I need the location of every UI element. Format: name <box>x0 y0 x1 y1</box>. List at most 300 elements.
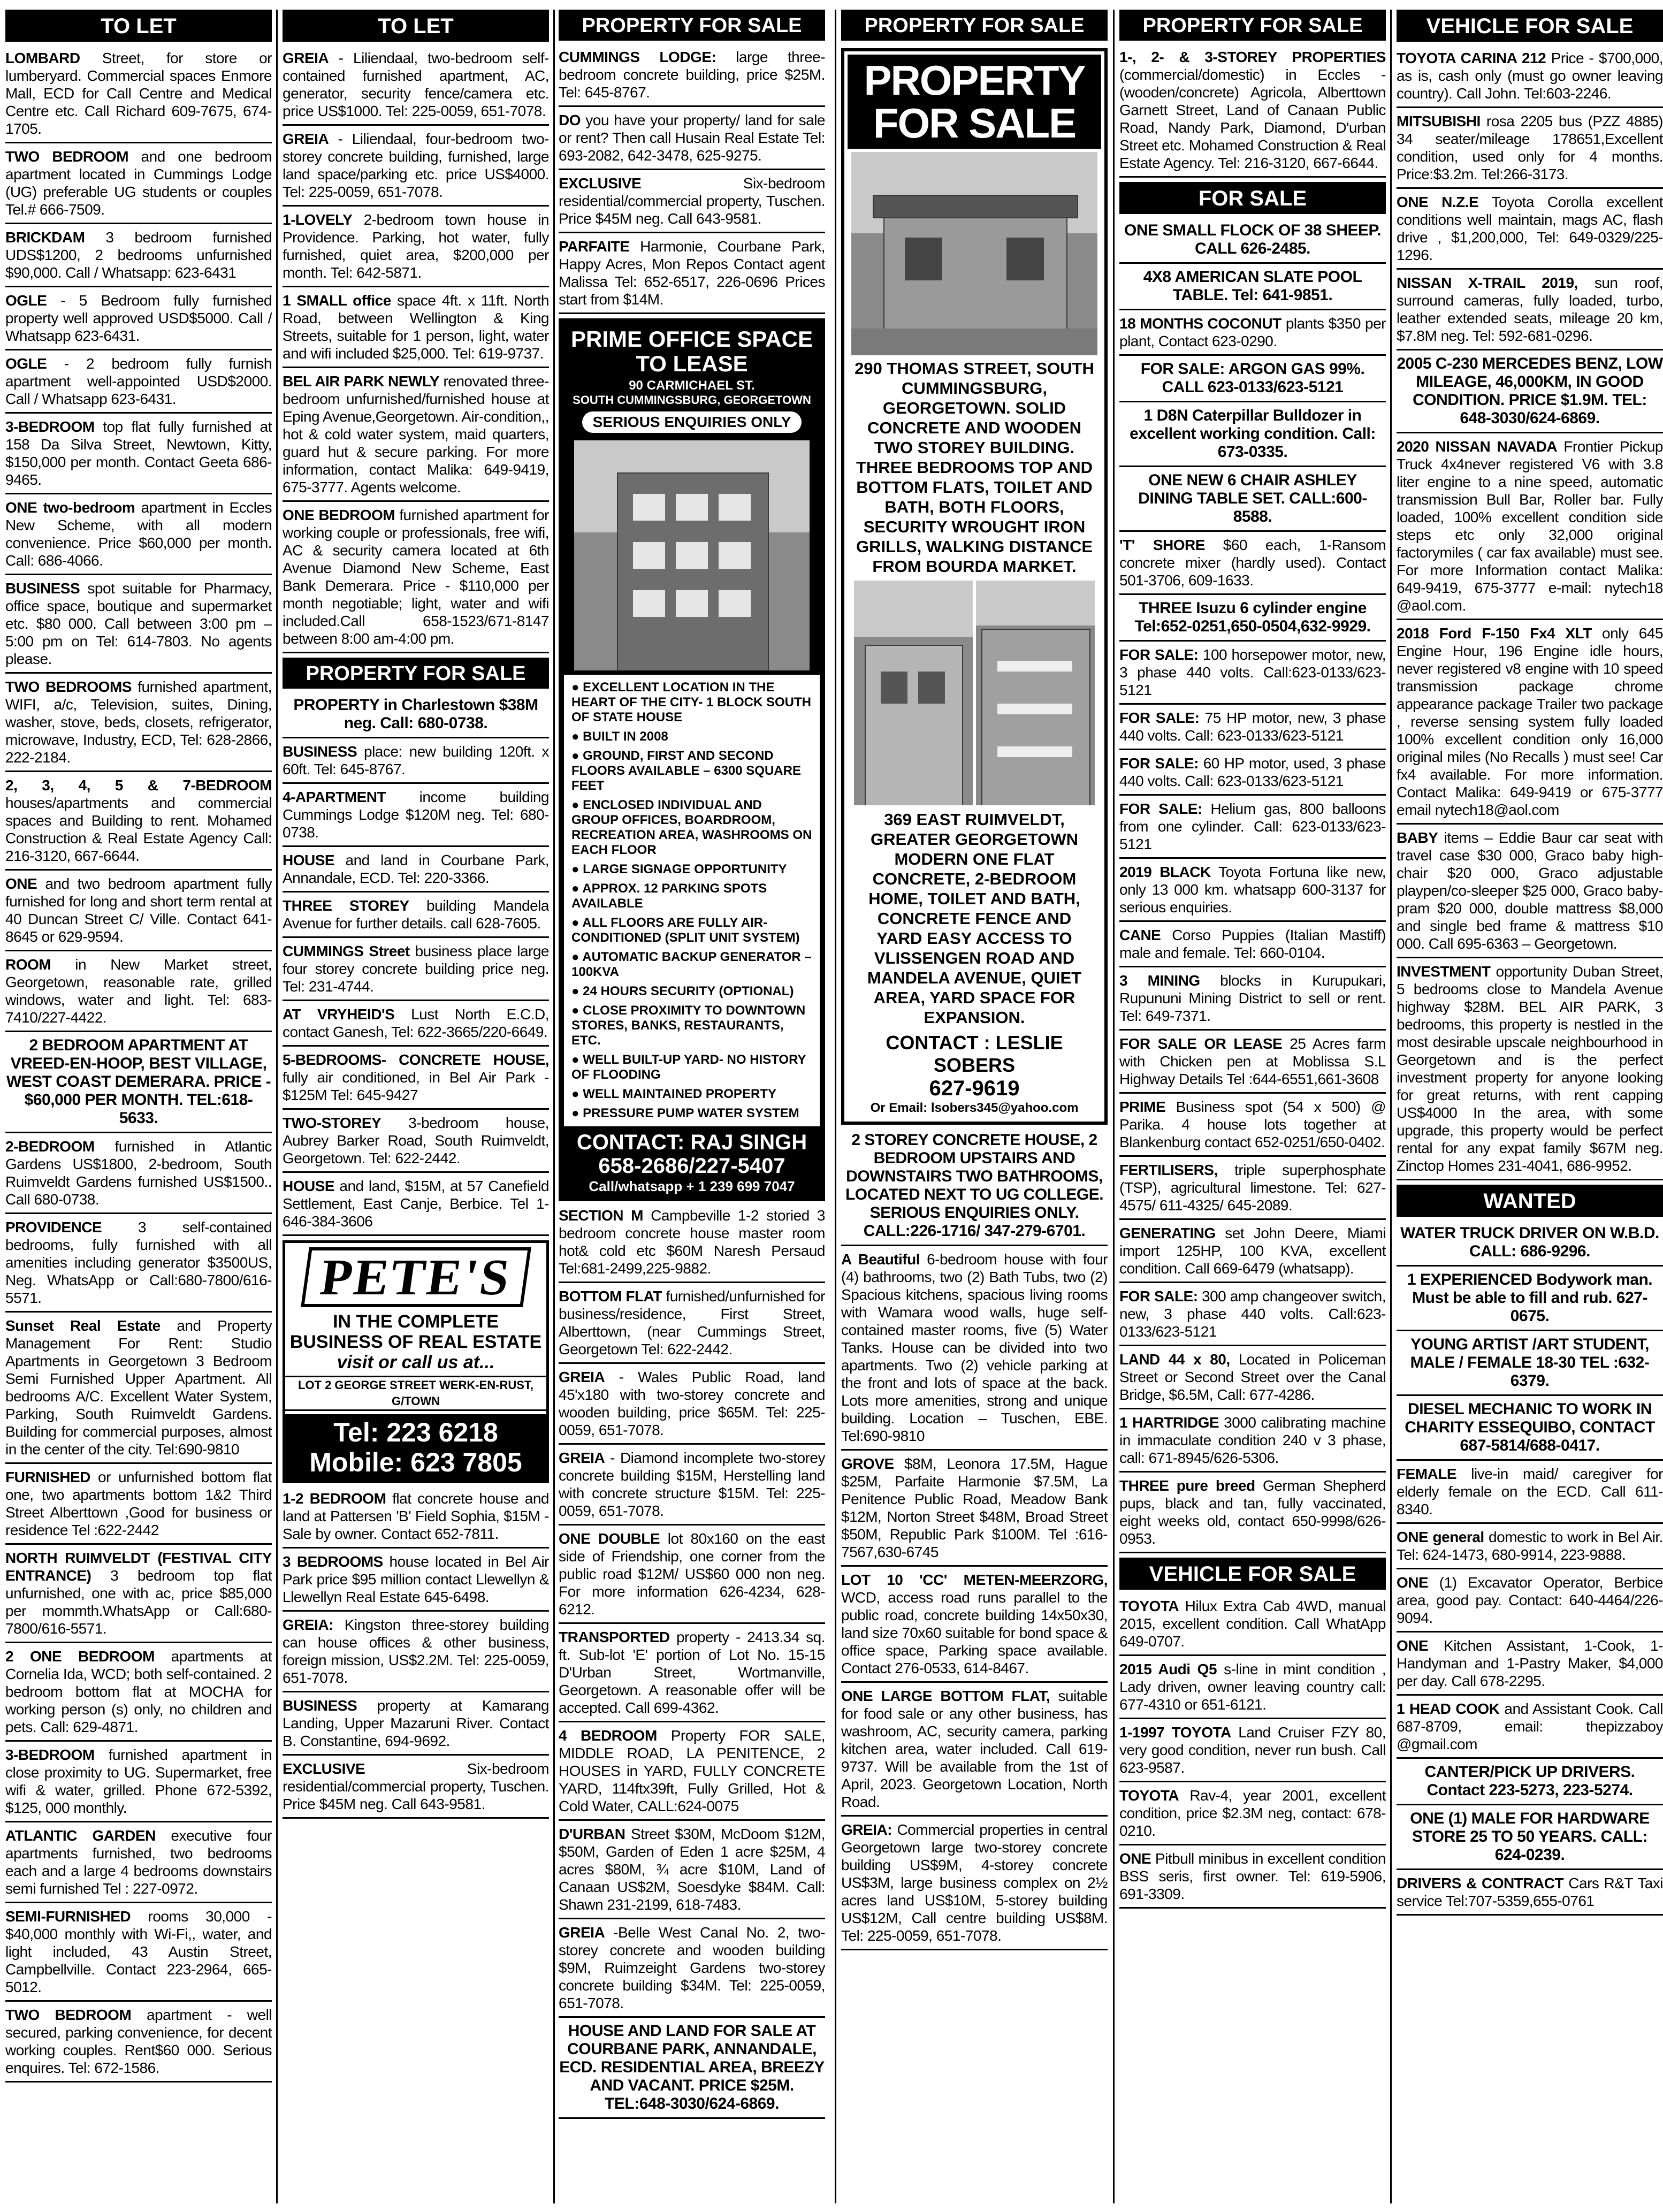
classified-ad <box>5 148 272 224</box>
office-feature: ● AUTOMATIC BACKUP GENERATOR – 100KVA <box>571 950 812 979</box>
classified-ad <box>283 788 549 847</box>
ad-lead: DIESEL MECHANIC TO WORK IN CHARITY ESSEQUIBO, CONTACT 687-5814/688-0417. <box>1405 1400 1655 1454</box>
section-header: PROPERTY FOR SALE <box>841 10 1108 41</box>
ad-body: rooms 30,000 - $40,000 monthly with Wi-Fi,, water, and light included, 43 Austin Street, Campbellville. Contact 223-2964, 665-5012. <box>5 1908 272 1995</box>
ad-lead: ONE DOUBLE <box>559 1530 660 1547</box>
column-for-sale <box>1119 10 1386 2203</box>
ad-body: Hilux Extra Cab 4WD, manual 2015, excellent condition. Call WhatApp 649-0707. <box>1119 1598 1386 1650</box>
ad-lead: LAND 44 x 80, <box>1119 1351 1230 1368</box>
classified-ad <box>1119 1224 1386 1283</box>
classified-ad <box>841 1131 1108 1246</box>
classified-ad <box>5 418 272 494</box>
petes-tel: Tel: 223 6218 <box>333 1417 498 1447</box>
petes-mobile: Mobile: 623 7805 <box>309 1447 522 1477</box>
ad-lead: SECTION M <box>559 1207 643 1224</box>
ad-body: German Shepherd pups, black and tan, fully vaccinated, eight weeks old, contact 650-9998/626-0953. <box>1119 1477 1386 1547</box>
classified-ad <box>1397 112 1663 189</box>
ad-lead: BEL AIR PARK NEWLY <box>283 373 440 390</box>
ad-lead: PARFAITE <box>559 238 630 255</box>
ad-lead: 1-, 2- & 3-STOREY PROPERTIES <box>1119 49 1386 65</box>
ad-lead: ONE LARGE BOTTOM FLAT, <box>841 1688 1050 1704</box>
ad-body: 3 bedroom top flat unfurnished, one with ac, price $85,000 per mommth.WhatsApp or Call:680-7800/616-5571. <box>5 1567 272 1637</box>
ad-lead: CUMMINGS Street <box>283 943 410 959</box>
classified-ad <box>283 1553 549 1612</box>
ad-body: $60 each, 1-Ransom concrete mixer (hardly used). Contact 501-3706, 609-1633. <box>1119 537 1386 589</box>
ad-lead: 1 HEAD COOK <box>1397 1700 1500 1717</box>
ad-body: house located in Bel Air Park price $95 million contact Llewellyn & Llewellyn Real Estate 645-6498. <box>283 1553 549 1605</box>
section-header: VEHICLE FOR SALE <box>1397 10 1663 42</box>
classified-ad <box>5 1317 272 1464</box>
classified-ad <box>559 1207 825 1283</box>
ad-body: opportunity Duban Street, 5 bedrooms close to Mandela Avenue highway $28M. BEL AIR PARK, 3 bedrooms, this property is nestled in the most desirable upscale neighbourhood in Georgetown and is the perfect investment property for anyone looking for great returns, with rent capping US$4000 In the area, with some upgrade, this property would be perfect rental for any expat family $67M neg. Zinctop Homes 231-4041, 686-9952. <box>1397 963 1663 1174</box>
classified-ad <box>283 942 549 1001</box>
ad-lead: CANE <box>1119 927 1161 943</box>
classified-ad <box>559 48 825 107</box>
ad-body: live-in maid/ caregiver for elderly female on the ECD. Call 611-8340. <box>1397 1466 1663 1517</box>
ad-lead: 2018 Ford F-150 Fx4 XLT <box>1397 625 1592 642</box>
ad-lead: ONE NEW 6 CHAIR ASHLEY DINING TABLE SET. CALL:600-8588. <box>1138 471 1367 525</box>
classified-ad <box>1119 1787 1386 1845</box>
ad-lead: GROVE <box>841 1455 894 1472</box>
ad-lead: FOR SALE OR LEASE <box>1119 1035 1283 1052</box>
classified-ad <box>5 228 272 287</box>
classified-ad <box>559 1727 825 1821</box>
office-feature: ● ENCLOSED INDIVIDUAL AND GROUP OFFICES, BOARDROOM, RECREATION AREA, WASHROOMS ON EACH FLOOR <box>571 798 812 857</box>
classified-ad <box>283 1005 549 1047</box>
ad-body: property - 2413.34 sq. ft. Sub-lot 'E' portion of Lot No. 15-15 D'Urban Street, Wortmanville, Georgetown. A reasonable offer will be accepted. Call 699-4362. <box>559 1629 825 1716</box>
ad-body: sun roof, surround cameras, fully loaded, turbo, leather extended seats, mileage 20 km, $7.8M neg. Tel: 592-681-0296. <box>1397 274 1663 344</box>
ad-list <box>1397 1224 1663 1916</box>
ad-body: furnished in Atlantic Gardens US$1800, 2-bedroom, South Ruimveldt Gardens furnished US$1500.. Call 680-0738. <box>5 1138 272 1208</box>
poster-email: Or Email: lsobers345@yahoo.com <box>870 1101 1079 1115</box>
classified-ad <box>559 111 825 170</box>
classified-ad <box>1119 360 1386 402</box>
office-feature: ● ALL FLOORS ARE FULLY AIR-CONDITIONED (SPLIT UNIT SYSTEM) <box>571 916 800 945</box>
classified-ad <box>5 1746 272 1822</box>
column-divider <box>276 10 278 2203</box>
ad-body: Helium gas, 800 balloons from one cylinder. Call: 623-0133/623-5121 <box>1119 800 1386 852</box>
ad-list <box>559 1207 825 2119</box>
ad-body: -Belle West Canal No. 2, two-storey concrete and wooden building $9M, Ruimzeight Gardens two-storey concrete building $34M. Tel: 225-0059, 651-7078. <box>559 1924 825 2011</box>
classified-ad <box>841 1571 1108 1683</box>
column-divider <box>1390 10 1392 2203</box>
classified-ad <box>5 1908 272 2002</box>
ad-lead: INVESTMENT <box>1397 963 1491 980</box>
classified-ad <box>1397 1763 1663 1805</box>
classified-ad <box>1397 1810 1663 1870</box>
ad-body: 3-bedroom house, Aubrey Barker Road, South Ruimveldt, Georgetown. Tel: 622-2442. <box>283 1115 549 1166</box>
ad-lead: AT VRYHEID'S <box>283 1006 395 1023</box>
classified-ad <box>5 49 272 143</box>
classified-ad <box>283 1616 549 1692</box>
office-feature: ● EXCELLENT LOCATION IN THE HEART OF THE CITY- 1 BLOCK SOUTH OF STATE HOUSE <box>571 680 812 724</box>
ad-body: Business spot (54 x 500) @ Parika. 4 house lots together at Blankenburg contact 652-0251/650-0402. <box>1119 1099 1386 1150</box>
ad-lead: 2019 BLACK <box>1119 864 1211 880</box>
ad-body: in New Market street, Georgetown, reasonable rate, grilled windows, water and light. Tel: 683-7410/227-4422. <box>5 956 272 1026</box>
classified-ad <box>5 1218 272 1313</box>
ad-body: - Liliendaal, two-bedroom self-contained furnished apartment, AC, generator, security fence/camera etc. price US$1000. Tel: 225-0059, 651-7078. <box>283 50 549 119</box>
office-feature: ● 24 HOURS SECURITY (OPTIONAL) <box>571 984 794 998</box>
office-space-ad <box>559 318 825 1201</box>
ad-lead: MITSUBISHI <box>1397 113 1481 129</box>
ad-list <box>283 696 549 1236</box>
ad-list <box>1119 222 1386 1553</box>
ad-body: and two bedroom apartment fully furnished for long and short term rental at 40 Duncan Street C/ Ville. Contact 641-8645 or 629-9594. <box>5 875 272 945</box>
column-property-sale-2 <box>841 10 1108 2203</box>
classified-ad <box>5 355 272 414</box>
classified-ad <box>1397 193 1663 270</box>
ad-body: Pitbull minibus in excellent condition BSS seris, first owner. Tel: 619-5906, 691-3309. <box>1119 1850 1386 1902</box>
ad-lead: THREE STOREY <box>283 897 409 914</box>
ad-lead: PROPERTY in Charlestown $38M neg. Call: 680-0738. <box>293 696 538 732</box>
ad-lead: 2015 Audi Q5 <box>1119 1661 1217 1677</box>
ad-body: - Liliendaal, four-bedroom two-storey concrete building, furnished, large land space/parking etc. price US$4000. Tel: 225-0059, 651-7078. <box>283 131 549 200</box>
section-header: PROPERTY FOR SALE <box>1119 10 1386 41</box>
ad-body: and land, $15M, at 57 Canefield Settlement, East Canje, Berbice. Tel 1-646-384-3606 <box>283 1178 549 1230</box>
ad-body: business place large four storey concrete building price neg. Tel: 231-4744. <box>283 943 549 995</box>
classified-ad <box>841 1821 1108 1950</box>
ad-lead: TOYOTA <box>1119 1787 1179 1804</box>
poster-title: FOR SALE <box>873 100 1076 147</box>
ad-lead: CANTER/PICK UP DRIVERS. Contact 223-5273, 223-5274. <box>1424 1763 1635 1799</box>
classified-ad <box>1119 48 1386 178</box>
ad-lead: GREIA <box>559 1450 605 1466</box>
classified-ad <box>559 238 825 314</box>
office-feature: ● APPROX. 12 PARKING SPOTS AVAILABLE <box>571 881 767 911</box>
ad-lead: ONE BEDROOM <box>283 507 395 523</box>
section-header: TO LET <box>283 10 549 42</box>
ad-lead: OGLE <box>5 355 47 372</box>
serious-enquiries-badge: SERIOUS ENQUIRIES ONLY <box>582 411 802 433</box>
classified-ad <box>1119 222 1386 264</box>
ad-body: 2-bedroom town house in Providence. Parking, hot water, fully furnished, quiet area, $200,000 per month. Tel: 642-5871. <box>283 211 549 281</box>
office-feature: ● BUILT IN 2008 <box>571 729 668 744</box>
classified-ad <box>1119 754 1386 796</box>
office-address: SOUTH CUMMINGSBURG, GEORGETOWN <box>573 393 811 407</box>
ad-body: 6-bedroom house with four (4) bathrooms, two (2) Bath Tubs, two (2) Spacious kitchens, spacious living rooms with Wamara wood walls, huge self-contained master rooms, five (5) Water Tanks. House can be divided into two apartments. Two (2) vehicle parking at the front and lots of space at the back. Lots more amenities, strong and unique building. Location – Tuschen, EBE. Tel:690-9810 <box>841 1251 1108 1444</box>
ad-body: 100 horsepower motor, new, 3 phase 440 volts. Call:623-0133/623-5121 <box>1119 646 1386 698</box>
classified-ad <box>1119 1477 1386 1553</box>
office-feature: ● WELL BUILT-UP YARD- NO HISTORY OF FLOODING <box>571 1052 806 1082</box>
ad-body: $8M, Leonora 17.5M, Hague $25M, Parfaite Harmonie $7.5M, La Penitence Public Road, Meadow Bank $12M, Norton Street $48M, Broad Street $50M, Republic Park $100M. Tel :616-7567,630-6745 <box>841 1455 1108 1560</box>
ad-body: and Assistant Cook. Call 687-8709, email: thepizzaboy @gmail.com <box>1397 1700 1663 1752</box>
ad-lead: FOR SALE: <box>1119 1288 1198 1305</box>
classified-ad <box>559 1287 825 1364</box>
section-header: VEHICLE FOR SALE <box>1119 1558 1386 1590</box>
ad-lead: GREIA <box>559 1924 605 1941</box>
classified-ad <box>5 1827 272 1903</box>
ad-lead: FOR SALE: <box>1119 710 1200 726</box>
ad-lead: ONE SMALL FLOCK OF 38 SHEEP. CALL 626-2485. <box>1124 222 1381 257</box>
office-address: 90 CARMICHAEL ST. <box>629 378 755 393</box>
ad-body: - 2 bedroom fully furnish apartment well-appointed USD$2000. Call / Whatsapp 623-6431. <box>5 355 272 407</box>
ad-lead: 3 MINING <box>1119 972 1200 989</box>
ad-lead: TWO BEDROOMS <box>5 678 132 695</box>
ad-lead: HOUSE AND LAND FOR SALE AT COURBANE PARK, ANNANDALE, ECD. RESIDENTIAL AREA, BREEZY AND VACANT. PRICE $25M. TEL:648-3030/624-6869. <box>559 2022 825 2112</box>
ad-list <box>841 1131 1108 1950</box>
classified-ad <box>5 579 272 674</box>
ad-lead: FEMALE <box>1397 1466 1457 1482</box>
classified-ad <box>283 897 549 938</box>
ad-list <box>283 49 549 653</box>
ad-lead: ATLANTIC GARDEN <box>5 1827 156 1844</box>
ad-lead: BOTTOM FLAT <box>559 1288 662 1305</box>
classified-ad <box>1397 274 1663 350</box>
petes-tagline: visit or call us at... <box>337 1352 495 1372</box>
ad-lead: 1-2 BEDROOM <box>283 1490 386 1507</box>
ad-lead: GREIA: <box>841 1821 892 1838</box>
classified-ad <box>5 956 272 1032</box>
ad-body: Six-bedroom residential/commercial property, Tuschen. Price $45M neg. Call 643-9581. <box>559 175 825 227</box>
classified-ad <box>283 372 549 502</box>
classified-ad <box>1397 1637 1663 1696</box>
ad-lead: 4X8 AMERICAN SLATE POOL TABLE. Tel: 641-9851. <box>1143 268 1362 304</box>
ad-body: furnished apartment in close proximity to UG. Supermarket, free wifi & water, grilled. Phone 672-5392, $125, 000 monthly. <box>5 1746 272 1816</box>
classified-ad <box>5 875 272 951</box>
office-feature: ● WELL MAINTAINED PROPERTY <box>571 1087 776 1101</box>
ad-lead: D'URBAN <box>559 1826 625 1842</box>
ad-lead: FURNISHED <box>5 1469 90 1485</box>
classified-ad <box>1397 1700 1663 1759</box>
ad-body: top flat fully furnished at 158 Da Silva Street, Newtown, Kitty, $150,000 per month. Contact Geeta 686-9465. <box>5 418 272 488</box>
classified-ad <box>1119 1351 1386 1409</box>
ad-lead: 3 BEDROOMS <box>283 1553 383 1570</box>
petes-address: LOT 2 GEORGE STREET WERK-EN-RUST, G/TOWN <box>285 1376 546 1411</box>
classified-ad <box>283 696 549 738</box>
classified-ad <box>841 1250 1108 1451</box>
ad-lead: TRANSPORTED <box>559 1629 670 1645</box>
ad-lead: 1-LOVELY <box>283 211 353 228</box>
classified-ad <box>559 174 825 233</box>
ad-lead: 5-BEDROOMS- CONCRETE HOUSE, <box>283 1051 549 1068</box>
classified-ad <box>283 49 549 126</box>
ad-lead: 2005 C-230 MERCEDES BENZ, LOW MILEAGE, 46,000KM, IN GOOD CONDITION. PRICE $1.9M. TEL: 648-3030/624-6869. <box>1397 355 1663 427</box>
ad-lead: ONE N.Z.E <box>1397 194 1479 210</box>
ad-lead: FOR SALE: <box>1119 800 1202 817</box>
classified-ad <box>841 1687 1108 1817</box>
ad-lead: TOYOTA CARINA 212 <box>1397 50 1546 66</box>
classified-ad <box>1397 1336 1663 1396</box>
classified-ad <box>559 1368 825 1445</box>
ad-list <box>1119 48 1386 178</box>
classified-ad <box>559 1449 825 1525</box>
ad-lead: GREIA: <box>283 1616 333 1633</box>
petes-real-estate-ad <box>283 1240 549 1483</box>
ad-body: 3 bedroom furnished UDS$1200, 2 bedrooms unfurnished $90,000. Call / Whatsapp: 623-6431 <box>5 229 272 281</box>
ad-lead: 1-1997 TOYOTA <box>1119 1724 1231 1741</box>
classified-ad <box>1119 1597 1386 1656</box>
ad-body: Cars R&T Taxi service Tel:707-5359,655-0761 <box>1397 1875 1663 1909</box>
ad-lead: HOUSE <box>283 852 335 868</box>
column-property-sale-1 <box>559 10 825 2203</box>
ad-body: lot 80x160 on the east side of Friendship, one corner from the public road $12M/ US$60 000 non neg. For more information 626-4234, 628-6212. <box>559 1530 825 1618</box>
classified-ad <box>283 1490 549 1549</box>
ad-body: Street, for store or lumberyard. Commercial spaces Enmore Mall, ECD for Call Centre and Medical Centre etc. Call Richard 609-7675, 674-1705. <box>5 50 272 137</box>
ad-body: executive four apartments furnished, two bedrooms each and a large 4 bedrooms downstairs semi furnished Tel : 227-0972. <box>5 1827 272 1897</box>
classified-ad <box>1119 471 1386 532</box>
ad-lead: ONE (1) MALE FOR HARDWARE STORE 25 TO 50 YEARS. CALL: 624-0239. <box>1410 1810 1650 1864</box>
ad-body: - Diamond incomplete two-storey concrete building $15M, Herstelling land with concrete structure $15M. Tel: 225-0059, 651-7078. <box>559 1450 825 1519</box>
ad-lead: SEMI-FURNISHED <box>5 1908 131 1925</box>
office-phone: 658-2686/227-5407 <box>598 1154 785 1178</box>
section-header: PROPERTY FOR SALE <box>283 658 549 689</box>
section-header: PROPERTY FOR SALE <box>559 10 825 41</box>
ad-body: (commercial/domestic) in Eccles - (wooden/concrete) Agricola, Alberttown Garnett Street, Land of Canaan Public Road, Nandy Park, Diamond, D'urban Street etc. Mohamed Construction & Real Estate Agency. Tel: 216-3120, 667-6644. <box>1119 66 1386 171</box>
column-divider <box>553 10 555 2203</box>
ad-body: spot suitable for Pharmacy, office space, boutique and supermarket etc. $80 000. Call between 3:00 pm – 5:00 pm on Tel: 614-7803. No agents please. <box>5 580 272 667</box>
classified-ad <box>283 1760 549 1819</box>
ad-lead: THREE Isuzu 6 cylinder engine Tel:652-0251,650-0504,632-9929. <box>1134 599 1371 635</box>
ad-lead: 3-BEDROOM <box>5 418 95 435</box>
ad-lead: FOR SALE: <box>1119 646 1199 663</box>
property-for-sale-poster <box>841 48 1108 1125</box>
classified-ad <box>1119 800 1386 859</box>
classified-ad <box>1119 1161 1386 1220</box>
ad-body: flat concrete house and land at Pattersen 'B' Field Sophia, $15M - Sale by owner. Contact 652-7811. <box>283 1490 549 1542</box>
petes-tagline: BUSINESS OF REAL ESTATE <box>289 1332 542 1352</box>
ad-body: Kingston three-storey building can house offices & other business, foreign mission, US$2.2M. Tel: 225-0059, 651-7078. <box>283 1616 549 1686</box>
classified-ad <box>1397 1874 1663 1916</box>
classified-ad <box>1397 355 1663 433</box>
ad-body: furnished/unfurnished for business/residence, First Street, Alberttown, (near Cummings Street, Georgetown Tel: 622-2442. <box>559 1288 825 1357</box>
ad-body: (1) Excavator Operator, Berbice area, good pay. Contact: 640-4464/226-9094. <box>1397 1574 1663 1626</box>
ad-body: income building Cummings Lodge $120M neg. Tel: 680-0738. <box>283 789 549 841</box>
ad-body: and Property Management For Rent: Studio Apartments in Georgetown 3 Bedroom Semi Furnished Upper Apartment. All bedrooms A/C. Excellent Water System, Parking, South Ruimveldt Gardens. Building for commercial purposes, almost in the center of the city. Tel:690-9810 <box>5 1317 272 1458</box>
ad-lead: 2-BEDROOM <box>5 1138 95 1155</box>
classified-ad <box>5 1138 272 1214</box>
ad-lead: 2 BEDROOM APARTMENT AT VREED-EN-HOOP, BEST VILLAGE, WEST COAST DEMERARA. PRICE - $60,000 PER MONTH. TEL:618-5633. <box>6 1036 271 1127</box>
classified-ad <box>5 678 272 772</box>
classified-ad <box>283 130 549 207</box>
classified-ad <box>283 1051 549 1110</box>
house-photo-ruimveldt-left <box>854 581 973 805</box>
ad-body: renovated three-bedroom unfurnished/furnished house at Eping Avenue,Georgetown. Air-condition,, hot & cold water system, maid quarters, guard hut & secure parking. For more information, contact Malika: 649-9419, 675-3777. Agents welcome. <box>283 373 549 495</box>
ad-body: fully air conditioned, in Bel Air Park - $125M Tel: 645-9427 <box>283 1069 549 1103</box>
ad-list <box>5 49 272 2083</box>
classified-ad <box>1397 49 1663 108</box>
ad-body: furnished apartment for working couple or professionals, free wifi, AC & security camera located at 6th Avenue Diamond New Scheme, East Bank Demerara. Price - $110,000 per month negotiable; light, water and wifi included.Call 658-1523/671-8147 between 8:00 am-4:00 pm. <box>283 507 549 647</box>
ad-body: 25 Acres farm with Chicken pen at Moblissa S.L Highway Details Tel :644-6551,661-3608 <box>1119 1035 1386 1087</box>
classified-ad <box>1397 963 1663 1180</box>
ad-lead: ROOM <box>5 956 51 973</box>
classified-ad <box>5 499 272 575</box>
classified-ad <box>1119 268 1386 310</box>
column-vehicles-wanted <box>1397 10 1663 2203</box>
ad-lead: LOT 10 'CC' METEN-MEERZORG, <box>841 1572 1108 1588</box>
ad-lead: 3-BEDROOM <box>5 1746 95 1763</box>
ad-lead: ONE <box>1397 1574 1429 1591</box>
ad-lead: Sunset Real Estate <box>5 1317 161 1334</box>
ad-list <box>559 48 825 314</box>
ad-lead: 1 D8N Caterpillar Bulldozer in excellent working condition. Call: 673-0335. <box>1130 407 1376 461</box>
ad-lead: 1 EXPERIENCED Bodywork man. Must be able to fill and rub. 627-0675. <box>1407 1271 1653 1325</box>
classified-ad <box>1119 646 1386 705</box>
office-feature: ● GROUND, FIRST AND SECOND FLOORS AVAILABLE – 6300 SQUARE FEET <box>571 749 801 793</box>
ad-body: 3000 calibrating machine in immaculate condition 240 v 3 phase, call: 671-8945/626-5306. <box>1119 1414 1386 1466</box>
ad-lead: YOUNG ARTIST /ART STUDENT, MALE / FEMALE 18-30 TEL :632-6379. <box>1410 1336 1650 1390</box>
ad-body: Campbeville 1-2 storied 3 bedroom concrete house master room hot& cold etc $60M Naresh Persaud Tel:681-2499,225-9882. <box>559 1207 825 1277</box>
ad-lead: NISSAN X-TRAIL 2019, <box>1397 274 1578 291</box>
ad-body: Kitchen Assistant, 1-Cook, 1-Handyman and 1-Pastry Maker, $4,000 per day. Call 678-2295. <box>1397 1637 1663 1689</box>
ad-body: Toyota Fortuna like new, only 13 000 km. whatsapp 600-3137 for serious enquiries. <box>1119 864 1386 916</box>
office-feature: ● LARGE SIGNAGE OPPORTUNITY <box>571 862 787 876</box>
classified-ad <box>1397 438 1663 620</box>
ad-body: Frontier Pickup Truck 4x4never registered V6 with 3.8 liter engine to a nine speed, automatic transmission Bull Bar, Roller bar. Fully loaded, 100% excellent condition side steps etc only 32,000 original factorymiles ( car fax available) must see. For more Information contact Malika: 649-9419, 675-3777 e-mail: nytech18 @aol.com. <box>1397 438 1663 614</box>
ad-lead: GENERATING <box>1119 1225 1216 1241</box>
classified-ad <box>5 2006 272 2083</box>
classified-ad <box>1397 1224 1663 1267</box>
ad-lead: PROVIDENCE <box>5 1219 102 1235</box>
ad-lead: 'T' SHORE <box>1119 537 1205 553</box>
ad-body: Lust North E.C.D, contact Ganesh, Tel: 622-3665/220-6649. <box>283 1006 549 1040</box>
ad-lead: 4-APARTMENT <box>283 789 386 805</box>
ad-body: furnished apartment, WIFI, a/c, Television, suites, Dining, washer, stove, beds, closets, refrigerator, microwave, Industry, ECD, Tel: 628-2866, 222-2184. <box>5 678 272 766</box>
ad-body: set John Deere, Miami import 125HP, 100 KVA, excellent condition. Call 669-6479 (whatsapp). <box>1119 1225 1386 1277</box>
listing-east-ruimveldt: 369 EAST RUIMVELDT, GREATER GEORGETOWN MODERN ONE FLAT CONCRETE, 2-BEDROOM HOME, TOILET AND BATH, CONCRETE FENCE AND YARD EASY ACCESS TO VLISSENGEN ROAD AND MANDELA AVENUE, QUIET AREA, YARD SPACE FOR EXPANSION. <box>867 810 1082 1027</box>
classified-ad <box>5 1036 272 1133</box>
office-title: PRIME OFFICE SPACE TO LEASE <box>571 326 813 376</box>
section-header: WANTED <box>1397 1185 1663 1217</box>
ad-lead: DO <box>559 112 581 128</box>
classified-ad <box>283 292 549 368</box>
column-divider <box>1113 10 1115 2203</box>
ad-body: Rav-4, year 2001, excellent condition, price $2.3M neg, contact: 678-0210. <box>1119 1787 1386 1839</box>
classified-ad <box>841 1455 1108 1567</box>
classified-ad <box>283 211 549 287</box>
ad-lead: TWO-STOREY <box>283 1115 382 1131</box>
column-to-let-2 <box>283 10 549 2203</box>
ad-lead: 2020 NISSAN NAVADA <box>1397 438 1558 455</box>
ad-body: - 5 Bedroom fully furnished property well approved USD$5000. Call / Whatsapp 623-6431. <box>5 292 272 344</box>
ad-body: you have your property/ land for sale or rent? Then call Husain Real Estate Tel: 693-2082, 642-3478, 625-9275. <box>559 112 825 164</box>
classified-ad <box>1119 407 1386 467</box>
ad-list <box>1397 49 1663 1180</box>
house-photo-ruimveldt-right <box>976 581 1095 805</box>
ad-body: Commercial properties in central Georgetown large two-storey concrete building US$9M, 4-storey concrete US$3M, large business complex on 2½ acres land US$10M, 5-storey building US$12M, Call centre building US$8M. Tel: 225-0059, 651-7078. <box>841 1821 1108 1944</box>
ad-lead: 18 MONTHS COCONUT <box>1119 315 1281 332</box>
ad-body: large three-bedroom concrete building, price $25M. Tel: 645-8767. <box>559 49 825 101</box>
ad-body: Harmonie, Courbane Park, Happy Acres, Mon Repos Contact agent Malissa Tel: 652-6517, 226-0696 Prices start from $14M. <box>559 238 825 308</box>
classified-ad <box>1119 709 1386 750</box>
office-feature-list <box>564 675 820 1126</box>
classified-ad <box>1397 1574 1663 1633</box>
ad-lead: FERTILISERS, <box>1119 1162 1218 1178</box>
poster-contact: CONTACT : LESLIE SOBERS <box>886 1032 1063 1076</box>
ad-lead: 2 STOREY CONCRETE HOUSE, 2 BEDROOM UPSTAIRS AND DOWNSTAIRS TWO BATHROOMS, LOCATED NEXT TO UG COLLEGE. SERIOUS ENQUIRIES ONLY. CALL:226-1716/ 347-279-6701. <box>845 1131 1104 1240</box>
ad-lead: ONE <box>1119 1850 1151 1867</box>
ad-lead: 1 SMALL office <box>283 292 391 309</box>
classified-ad <box>1119 315 1386 356</box>
classified-ad <box>1397 1271 1663 1331</box>
classified-ad <box>1119 536 1386 595</box>
office-contact: CONTACT: RAJ SINGH <box>576 1131 807 1154</box>
classified-ad <box>1119 1414 1386 1473</box>
ad-body: Corso Puppies (Italian Mastiff) male and female. Tel: 660-0104. <box>1119 927 1386 961</box>
ad-body: Price - $700,000, as is, cash only (must go owner leaving country). Call John. Tel:603-2246. <box>1397 50 1663 102</box>
ad-body: items – Eddie Baur car seat with travel case $30 000, Graco baby high-chair $20 000, Graco adjustable playpen/co-sleeper $25 000, Graco baby-pram $20 000, double mattress $8,000 and single bed frame & mattress $10 000. Call 695-6363 – Georgetown. <box>1397 829 1663 952</box>
ad-lead: ONE <box>1397 1637 1429 1654</box>
ad-lead: OGLE <box>5 292 47 309</box>
column-to-let-1 <box>5 10 272 2203</box>
ad-lead: FOR SALE: <box>1119 755 1199 772</box>
ad-body: place: new building 120ft. x 60ft. Tel: 645-8767. <box>283 743 549 777</box>
classified-ad <box>1119 1035 1386 1094</box>
classified-ad <box>1119 1850 1386 1909</box>
ad-body: Street $30M, McDoom $12M, $50M, Garden of Eden 1 acre $25M, 4 acres $80M, ¾ acre $10M, Land of Canaan US$2M, Soesdyke $84M. Call: Shawn 231-2199, 618-7483. <box>559 1826 825 1913</box>
ad-lead: TOYOTA <box>1119 1598 1179 1614</box>
ad-body: property at Kamarang Landing, Upper Mazaruni River. Contact B. Constantine, 694-9692. <box>283 1697 549 1749</box>
ad-body: apartment - well secured, parking convenience, for decent working couples. Rent$60 000. Serious enquires. Tel: 672-1586. <box>5 2007 272 2076</box>
